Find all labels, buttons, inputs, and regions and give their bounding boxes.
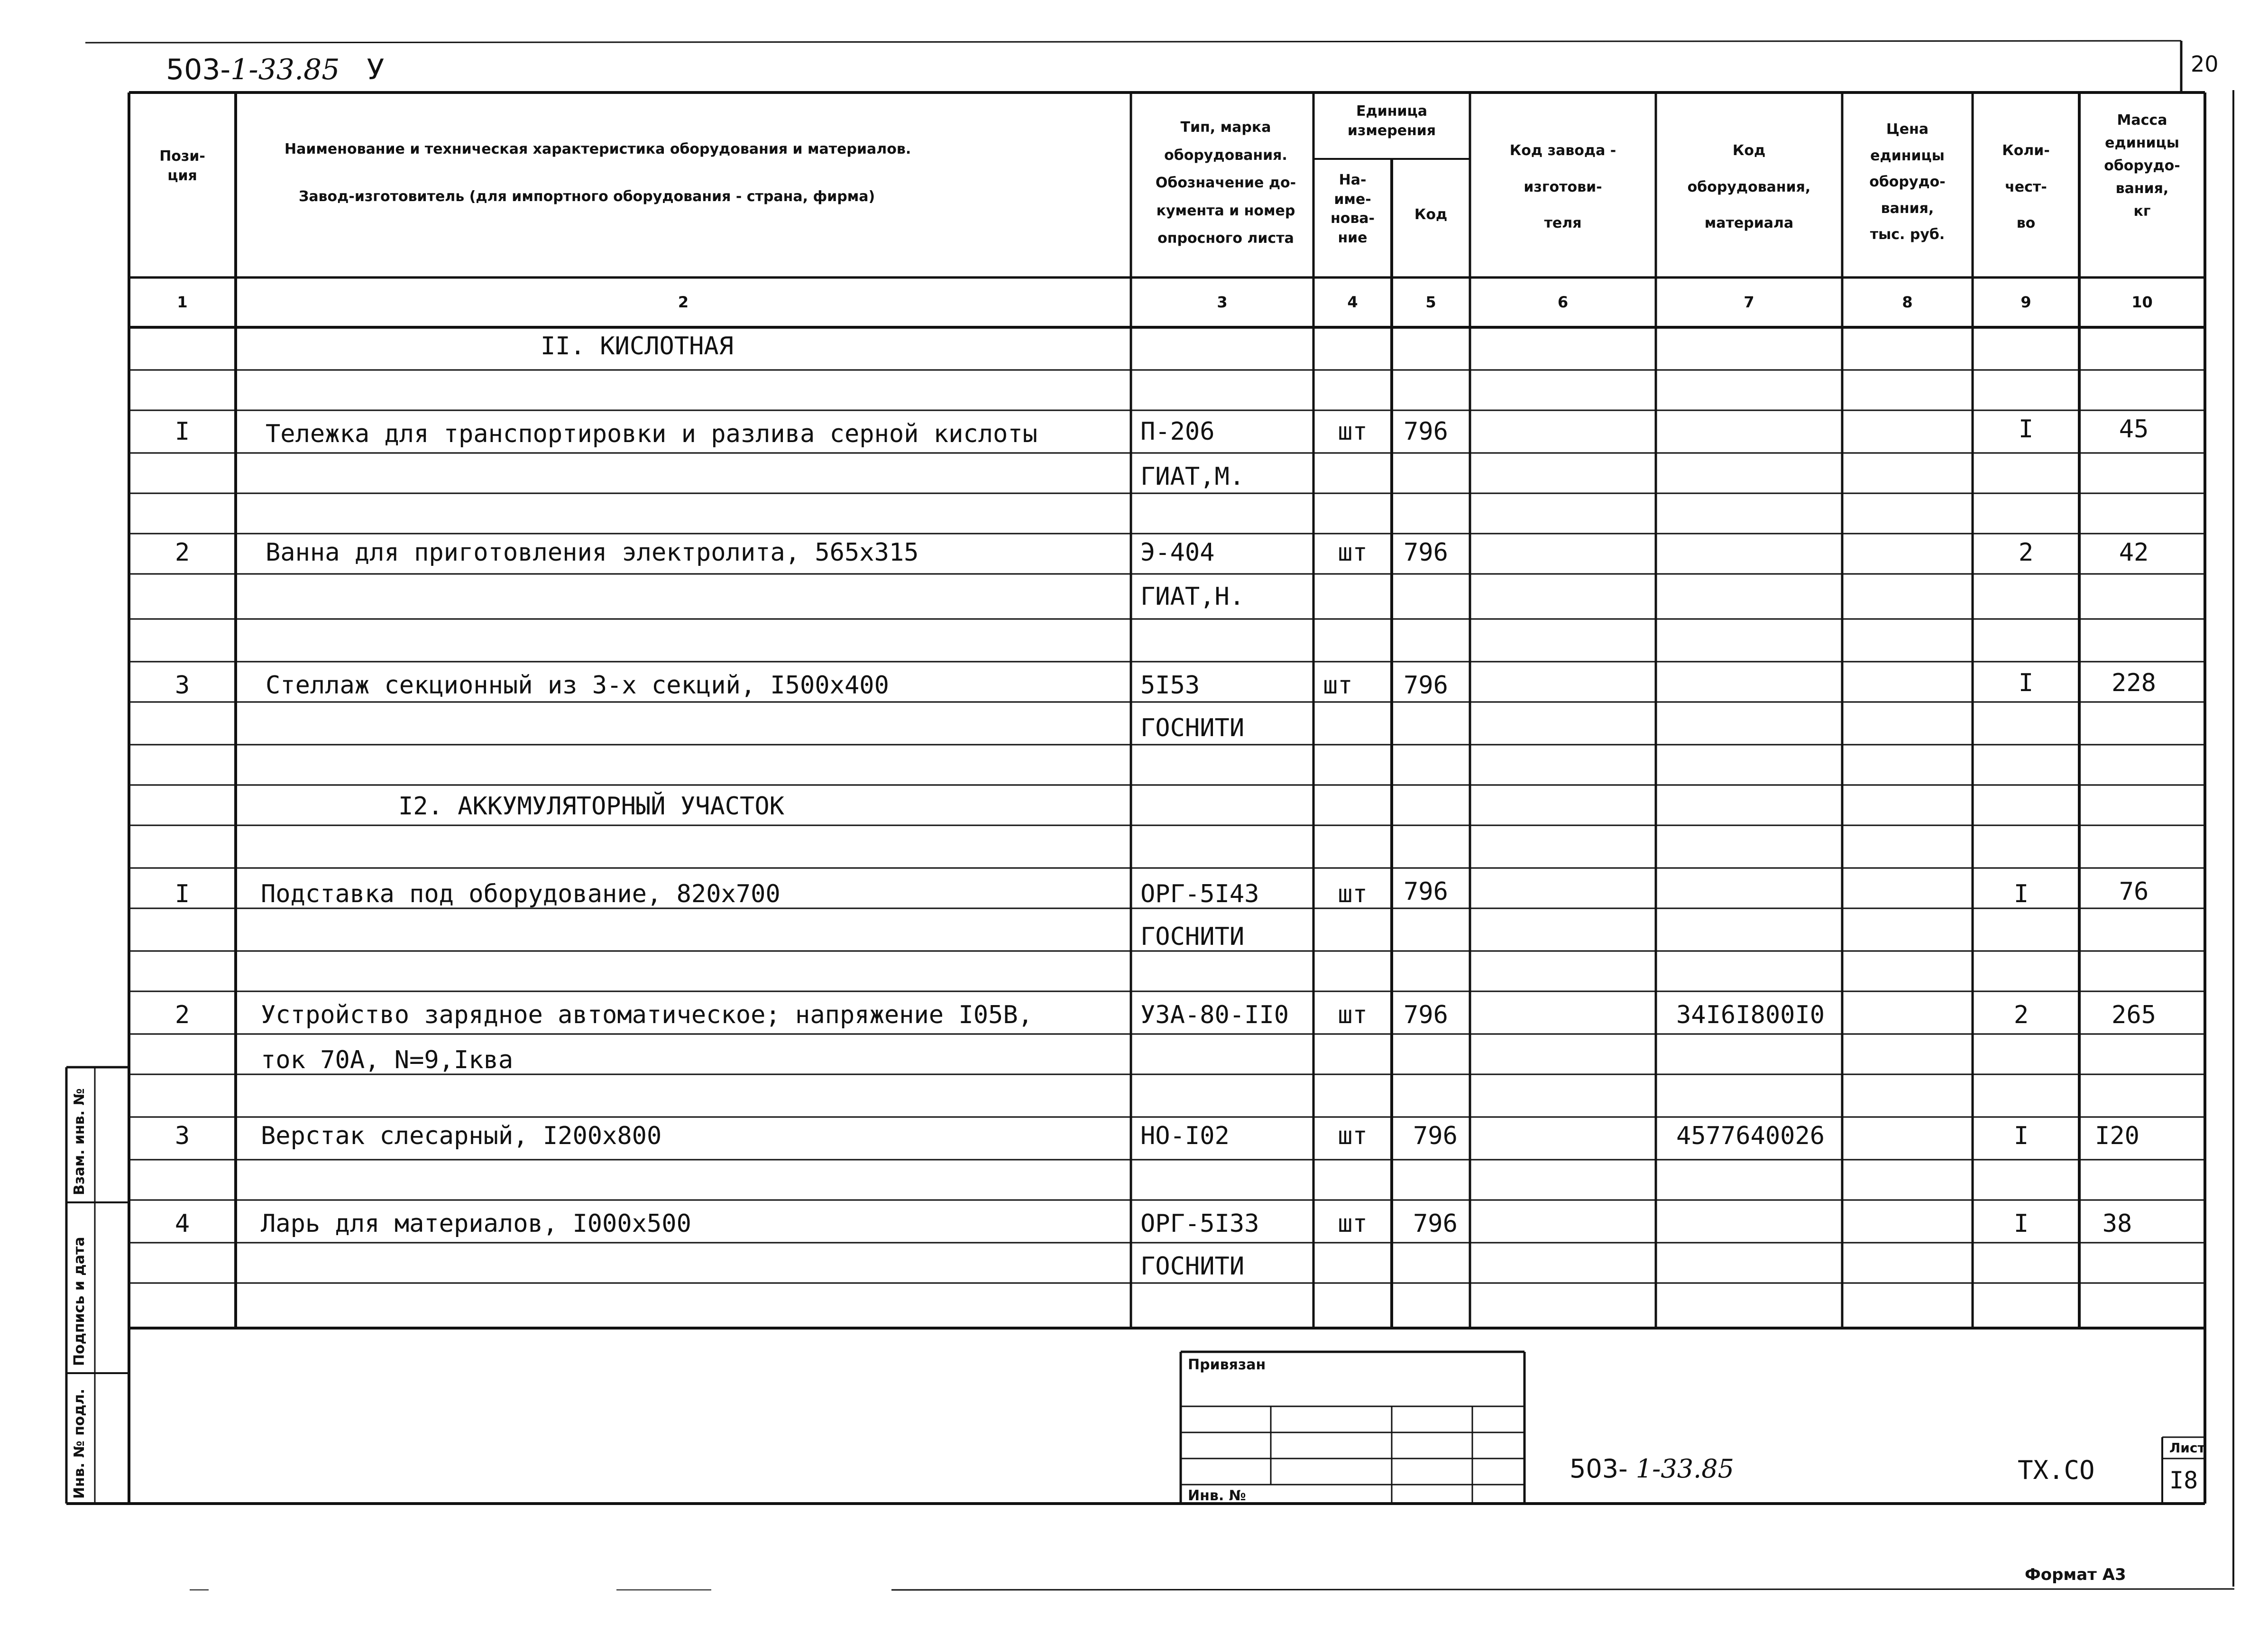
col4-header: На- име- нова- ние [1330, 172, 1375, 246]
col7-header: Код оборудования, материала [1687, 142, 1811, 231]
row-unit: шт [1338, 1210, 1368, 1238]
row-qty: I [2013, 1210, 2029, 1238]
row-mass: 265 [2112, 1001, 2156, 1029]
stamp-list-number: I8 [2169, 1467, 2198, 1494]
row-qty: I [2018, 415, 2034, 443]
col5-header: Код [1414, 206, 1448, 223]
row-position: 4 [174, 1210, 190, 1238]
page-corner-number: 20 [2191, 51, 2219, 77]
row-qty: 2 [2018, 538, 2034, 567]
row-unit-code: 796 [1413, 1210, 1458, 1238]
row-type: ГОСНИТИ [1140, 1252, 1245, 1281]
side-label-inv: Инв. № подл. [71, 1388, 88, 1499]
row-qty: I [2013, 1122, 2029, 1150]
row-position: 3 [174, 671, 190, 700]
section-title: I2. АККУМУЛЯТОРНЫЙ УЧАСТОК [398, 792, 784, 821]
col3-header: Тип, марка оборудования. Обозначение до- кумента и номер опросного листа [1155, 119, 1296, 247]
stamp-inv-no: Инв. № [1188, 1487, 1246, 1504]
col-number: 4 [1347, 293, 1358, 311]
col2-header-line2: Завод-изготовитель (для импортного оборудования - страна, фирма) [299, 188, 875, 205]
row-name: Подставка под оборудование, 820х700 [261, 880, 780, 908]
row-type: ГОСНИТИ [1140, 923, 1245, 951]
side-label-vzam: Взам. инв. № [71, 1088, 88, 1195]
row-equipment-code: 4577640026 [1676, 1122, 1825, 1150]
row-unit: шт [1323, 671, 1353, 700]
row-mass: 228 [2112, 669, 2156, 697]
row-type: УЗА-80-II0 [1140, 1001, 1289, 1029]
row-type: 5I53 [1140, 671, 1200, 700]
row-name: Тележка для транспортировки и разлива серной кислоты [266, 420, 1038, 448]
row-mass: I20 [2095, 1122, 2139, 1150]
section-title: II. КИСЛОТНАЯ [541, 332, 734, 360]
row-unit: шт [1338, 417, 1368, 446]
col1-header: Пози- ция [159, 148, 205, 184]
row-qty: I [2018, 669, 2034, 697]
row-type: Э-404 [1140, 538, 1215, 567]
col-number: 2 [678, 293, 689, 311]
row-mass: 42 [2119, 538, 2149, 567]
row-mass: 38 [2102, 1210, 2132, 1238]
row-unit: шт [1338, 1122, 1368, 1150]
stamp-code-prefix: 503- [1570, 1454, 1628, 1484]
col6-header: Код завода - изготови- теля [1509, 142, 1616, 231]
side-label-podpis: Подпись и дата [71, 1237, 88, 1366]
col-number: 9 [2020, 293, 2031, 311]
row-name: Верстак слесарный, I200х800 [261, 1122, 662, 1150]
row-type: ГИАТ,Н. [1140, 582, 1245, 611]
stamp-code-italic: 1-33.85 [1635, 1454, 1734, 1484]
col10-header: Масса единицы оборудо- вания, кг [2104, 112, 2180, 220]
row-position: 2 [174, 538, 190, 567]
row-qty: I [2013, 880, 2029, 908]
row-name: Устройство зарядное автоматическое; напряжение I05В, [261, 1001, 1033, 1029]
stamp-privyazan: Привязан [1188, 1357, 1266, 1373]
row-position: 3 [174, 1122, 190, 1150]
col-number: 1 [177, 293, 188, 311]
col-number: 3 [1217, 293, 1228, 311]
row-unit: шт [1338, 538, 1368, 567]
col8-header: Цена единицы оборудо- вания, тыс. руб. [1869, 121, 1946, 243]
row-unit: шт [1338, 880, 1368, 908]
row-unit: шт [1338, 1001, 1368, 1029]
col9-header: Коли- чест- во [2002, 142, 2050, 231]
row-unit-code: 796 [1404, 1001, 1448, 1029]
row-unit-code: 796 [1404, 671, 1448, 700]
stamp-list-label: Лист [2169, 1440, 2205, 1456]
format-label: Формат А3 [2025, 1565, 2126, 1584]
row-type: П-206 [1140, 417, 1215, 446]
doc-code-italic: 1-33.85 [230, 53, 340, 86]
col-number: 8 [1902, 293, 1913, 311]
col2-header-line1: Наименование и техническая характеристика оборудования и материалов. [285, 141, 911, 157]
row-type: НО-I02 [1140, 1122, 1230, 1150]
doc-code-suffix: У [367, 53, 385, 86]
row-equipment-code: 34I6I800I0 [1676, 1001, 1825, 1029]
row-name: Ларь для материалов, I000х500 [261, 1210, 691, 1238]
col-number: 10 [2131, 293, 2153, 311]
row-unit-code: 796 [1404, 538, 1448, 567]
row-type: ОРГ-5I33 [1140, 1210, 1259, 1238]
row-unit-code: 796 [1413, 1122, 1458, 1150]
row-mass: 76 [2119, 877, 2149, 906]
row-name: Стеллаж секционный из 3-х секций, I500х400 [266, 671, 889, 700]
row-position: 2 [174, 1001, 190, 1029]
doc-code-prefix: 503- [166, 53, 231, 86]
row-qty: 2 [2013, 1001, 2029, 1029]
col45-header: Единица измерения [1347, 103, 1436, 139]
row-unit-code: 796 [1404, 417, 1448, 446]
row-mass: 45 [2119, 415, 2149, 443]
stamp-doc-code [1570, 1454, 1734, 1484]
stamp-mark: ТХ.СО [2018, 1455, 2095, 1485]
row-position: I [174, 417, 190, 446]
row-position: I [174, 880, 190, 908]
row-type: ГИАТ,М. [1140, 462, 1245, 491]
col-number: 5 [1425, 293, 1436, 311]
col-number: 7 [1744, 293, 1754, 311]
col-number: 6 [1557, 293, 1569, 311]
row-type: ГОСНИТИ [1140, 714, 1245, 742]
row-unit-code: 796 [1404, 877, 1448, 906]
row-name: Ванна для приготовления электролита, 565х315 [266, 538, 919, 567]
row-type: ОРГ-5I43 [1140, 880, 1259, 908]
row-name-continued: ток 70А, N=9,Iква [261, 1046, 514, 1074]
